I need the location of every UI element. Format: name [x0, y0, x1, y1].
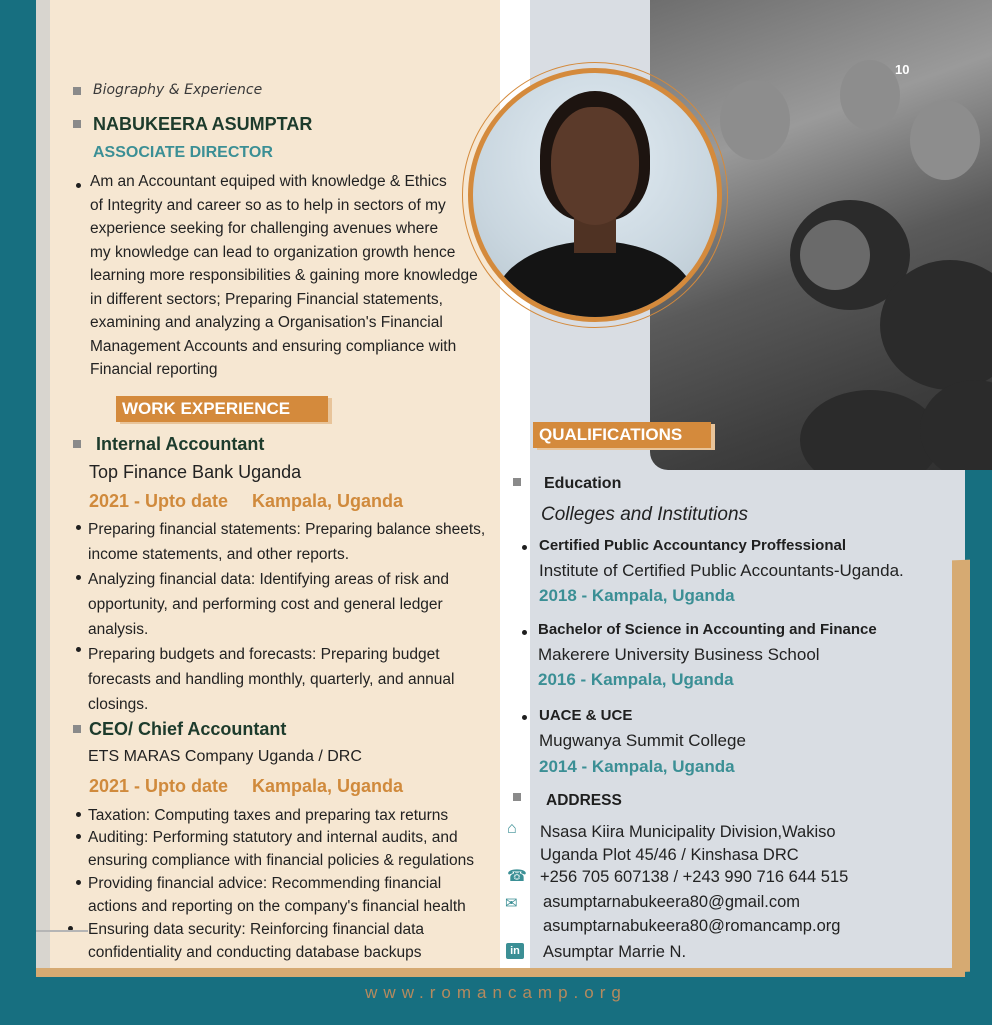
qualification-year: 2014 - Kampala, Uganda [539, 757, 735, 776]
duty-item: Auditing: Performing statutory and internal audits, and ensuring compliance with financial policies & regulations [88, 829, 474, 869]
home-icon: ⌂ [507, 820, 517, 837]
linkedin-icon: in [506, 943, 524, 959]
section-label: Biography & Experience [93, 82, 263, 98]
bullet-dot-icon [76, 812, 81, 817]
email-icon: ✉ [505, 895, 518, 912]
linkedin-name[interactable]: Asumptar Marrie N. [543, 943, 687, 961]
bottom-accent-bar [36, 968, 965, 977]
bullet-square-icon [513, 793, 521, 801]
job-title: Internal Accountant [96, 434, 265, 454]
qualification-year: 2016 - Kampala, Uganda [538, 670, 734, 689]
job-company: ETS MARAS Company Uganda / DRC [88, 748, 362, 765]
duty-item: Ensuring data security: Reinforcing financial data confidentiality and conducting database backups [88, 921, 425, 961]
duty-item: Providing financial advice: Recommending financial actions and reporting on the company's financial health [88, 875, 466, 915]
bullet-square-icon [73, 87, 81, 95]
phone-icon: ☎ [507, 868, 527, 885]
education-subtitle: Colleges and Institutions [541, 504, 749, 525]
duty-item: Analyzing financial data: Identifying areas of risk and opportunity, and performing cost and general ledger analysis. [88, 571, 450, 638]
bullet-dot-icon [76, 834, 81, 839]
person-role: ASSOCIATE DIRECTOR [93, 144, 273, 161]
bullet-dot-icon [76, 880, 81, 885]
qualifications-banner: QUALIFICATIONS [533, 422, 711, 448]
bullet-dot-icon [522, 715, 527, 720]
qualification-degree: Certified Public Accountancy Proffessional [539, 537, 847, 554]
duty-item: Preparing financial statements: Preparing balance sheets, income statements, and other reports. [88, 521, 486, 563]
qualification-degree: Bachelor of Science in Accounting and Finance [538, 621, 877, 638]
work-experience-banner: WORK EXPERIENCE [116, 396, 328, 422]
person-name: NABUKEERA ASUMPTAR [93, 114, 313, 134]
bullet-dot-icon [76, 525, 81, 530]
bullet-square-icon [73, 725, 81, 733]
page-number: 10 [895, 62, 910, 77]
bullet-dot-icon [76, 183, 81, 188]
email-secondary[interactable]: asumptarnabukeera80@romancamp.org [543, 917, 841, 935]
duty-item: Preparing budgets and forecasts: Preparing budget forecasts and handling monthly, quarterly, and annual closings. [88, 646, 455, 713]
job-period: 2021 - Upto date [89, 776, 229, 796]
bullet-square-icon [73, 440, 81, 448]
bio-paragraph: Am an Accountant equiped with knowledge & Ethics of Integrity and career so as to help in sectors of my experience seeking for challenging avenues where my knowledge can lead to organization growth hence learning more responsibilities & gaining more knowledge in different sectors; Preparing Financial statements, examining and analyzing a Organisation's Financial Management Accounts and ensuring compliance with Financial reporting [90, 173, 478, 378]
bullet-dot-icon [76, 575, 81, 580]
job-period: 2021 - Upto date [89, 491, 229, 511]
qualification-institution: Makerere University Business School [538, 645, 820, 664]
bullet-dot-icon [76, 647, 81, 652]
bullet-square-icon [73, 120, 81, 128]
phone-number: +256 705 607138 / +243 990 716 644 515 [540, 868, 849, 886]
address-heading: ADDRESS [546, 792, 622, 809]
profile-portrait [468, 68, 722, 322]
education-title: Education [544, 475, 622, 492]
duty-item: Taxation: Computing taxes and preparing tax returns [88, 807, 449, 824]
left-edge-strip [36, 0, 50, 975]
footer-website[interactable]: www.romancamp.org [365, 983, 627, 1002]
job-location: Kampala, Uganda [252, 491, 404, 511]
job-company: Top Finance Bank Uganda [89, 462, 302, 482]
qualification-degree: UACE & UCE [539, 707, 633, 724]
right-edge-accent [952, 560, 970, 973]
bullet-dot-icon [522, 545, 527, 550]
qualification-institution: Mugwanya Summit College [539, 731, 746, 750]
bullet-dot-icon [522, 630, 527, 635]
bullet-square-icon [513, 478, 521, 486]
address-location: Nsasa Kiira Municipality Division,Wakiso Uganda Plot 45/46 / Kinshasa DRC [540, 823, 836, 864]
job-location: Kampala, Uganda [252, 776, 404, 796]
divider-line [36, 930, 88, 932]
qualification-institution: Institute of Certified Public Accountants-Uganda. [539, 561, 904, 580]
job-title: CEO/ Chief Accountant [89, 719, 287, 739]
email-primary[interactable]: asumptarnabukeera80@gmail.com [543, 893, 801, 911]
qualification-year: 2018 - Kampala, Uganda [539, 586, 735, 605]
